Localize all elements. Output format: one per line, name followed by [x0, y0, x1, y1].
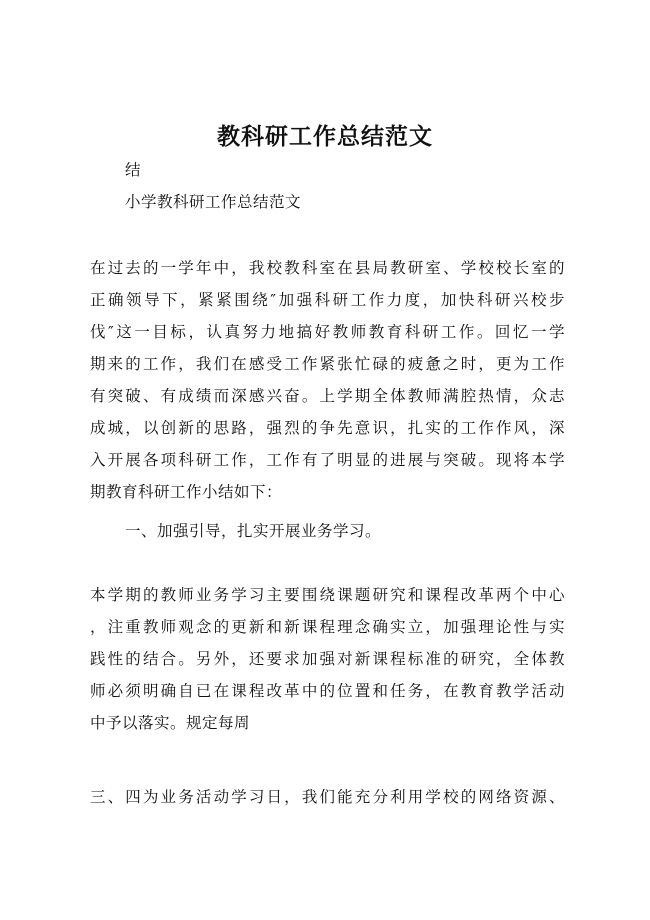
paragraph-intro	[90, 252, 565, 508]
paragraph-line: 中予以落实。规定每周	[90, 714, 251, 732]
paragraph-study	[90, 579, 565, 739]
paragraph-line: ，注重教师观念的更新和新课程理念确实立，加强理论性与实	[90, 618, 565, 636]
section-heading-1: 一、加强引导，扎实开展业务学习。	[125, 522, 382, 540]
paragraph-line: 师必须明确自已在课程改革中的位置和任务，在教育教学活动	[90, 682, 565, 700]
paragraph-line: 有突破、有成绩而深感兴奋。上学期全体教师满腔热情，众志	[90, 387, 565, 405]
paragraph-line: 三、四为业务活动学习日，我们能充分利用学校的网络资源、	[90, 788, 565, 806]
paragraph-line: 本学期的教师业务学习主要围绕课题研究和课程改革两个中心	[90, 586, 565, 604]
paragraph-line: 期教育科研工作小结如下：	[90, 483, 283, 501]
paragraph-line: 正确领导下，紧紧围绕″加强科研工作力度，加快科研兴校步	[90, 291, 565, 309]
paragraph-line: 伐″这一目标，认真努力地搞好教师教育科研工作。回忆一学	[90, 323, 565, 341]
paragraph-line: 在过去的一学年中，我校教科室在县局教研室、学校校长室的	[90, 259, 565, 277]
fragment-line: 结	[125, 161, 142, 179]
document-subtitle: 小学教科研工作总结范文	[125, 193, 302, 211]
paragraph-line: 践性的结合。另外，还要求加强对新课程标准的研究，全体教	[90, 650, 565, 668]
paragraph-line: 入开展各项科研工作，工作有了明显的进展与突破。现将本学	[90, 451, 565, 469]
paragraph-line: 成城，以创新的思路，强烈的争先意识，扎实的工作作风，深	[90, 419, 565, 437]
paragraph-activity	[90, 781, 565, 813]
paragraph-line: 期来的工作，我们在感受工作紧张忙碌的疲惫之时，更为工作	[90, 355, 565, 373]
document-title: 教科研工作总结范文	[217, 123, 433, 150]
